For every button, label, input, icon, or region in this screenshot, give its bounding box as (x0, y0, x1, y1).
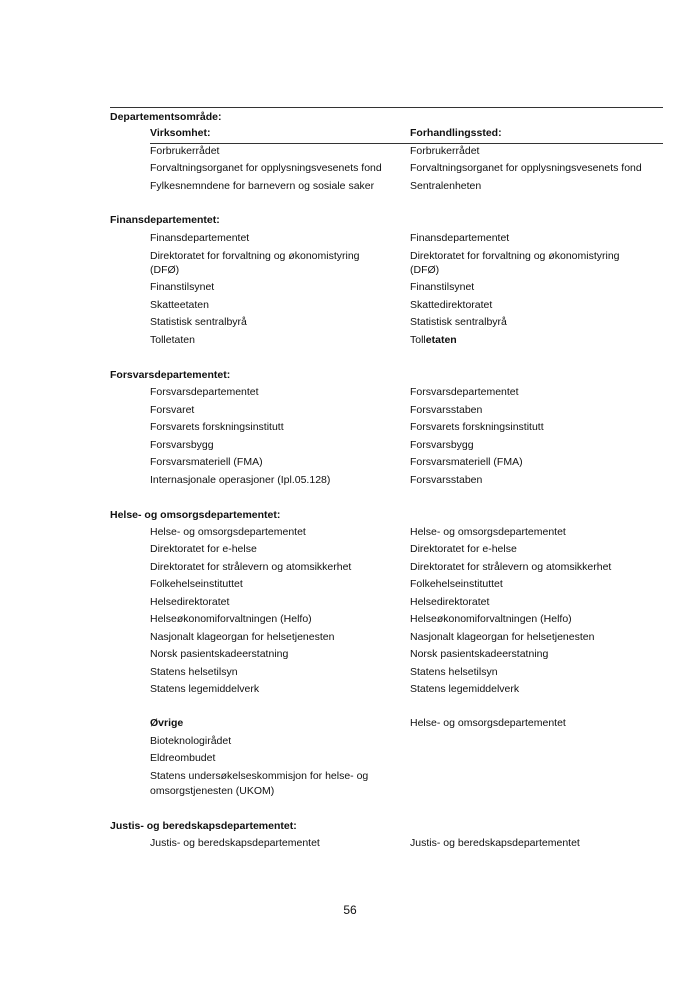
section-title-justis: Justis- og beredskapsdepartementet: (110, 820, 297, 832)
row-virksomhet: Statens undersøkelseskommisjon for helse- og (150, 770, 369, 782)
column-header-virksomhet: Virksomhet: (150, 127, 211, 139)
row-forhandlingssted-bold-part: etaten (425, 334, 457, 346)
row-virksomhet: Direktoratet for e-helse (150, 543, 257, 555)
top-rule (110, 107, 663, 108)
row-virksomhet: Forsvaret (150, 404, 195, 416)
row-virksomhet: Helse- og omsorgsdepartementet (150, 526, 306, 538)
row-virksomhet: Forvaltningsorganet for opplysningsvesenets fond (150, 162, 382, 174)
header-title: Departementsområde: (110, 111, 222, 123)
row-forhandlingssted: Direktoratet for e-helse (410, 543, 517, 555)
row-forhandlingssted: Statens legemiddelverk (410, 683, 520, 695)
row-forhandlingssted: Forsvarsstaben (410, 474, 483, 486)
section-title-forsvar: Forsvarsdepartementet: (110, 369, 231, 381)
row-forhandlingssted: Helse- og omsorgsdepartementet (410, 717, 566, 729)
row-forhandlingssted: Nasjonalt klageorgan for helsetjenesten (410, 631, 595, 643)
row-virksomhet: Forsvarsdepartementet (150, 386, 259, 398)
row-forhandlingssted: Justis- og beredskapsdepartementet (410, 837, 580, 849)
row-virksomhet: Finansdepartementet (150, 232, 250, 244)
row-virksomhet: Eldreombudet (150, 752, 216, 764)
row-virksomhet: Nasjonalt klageorgan for helsetjenesten (150, 631, 335, 643)
row-forhandlingssted: Forsvarsbygg (410, 439, 474, 451)
row-forhandlingssted: Forsvarsmateriell (FMA) (410, 456, 523, 468)
row-virksomhet: Statistisk sentralbyrå (150, 316, 247, 328)
row-virksomhet: Statens helsetilsyn (150, 666, 238, 678)
row-forhandlingssted: Finansdepartementet (410, 232, 510, 244)
row-virksomhet: Helsedirektoratet (150, 596, 230, 608)
row-virksomhet: Tolletaten (150, 334, 195, 346)
row-forhandlingssted: Skattedirektoratet (410, 299, 493, 311)
row-virksomhet: Forsvarsmateriell (FMA) (150, 456, 263, 468)
row-forhandlingssted (410, 334, 457, 347)
subsection-title-ovrige: Øvrige (150, 717, 184, 729)
row-forhandlingssted: Sentralenheten (410, 180, 482, 192)
row-forhandlingssted: Forbrukerrådet (410, 145, 480, 157)
row-virksomhet: Direktoratet for forvaltning og økonomistyring (150, 250, 360, 262)
row-virksomhet: (DFØ) (150, 264, 180, 276)
row-virksomhet: Statens legemiddelverk (150, 683, 260, 695)
row-forhandlingssted: Statistisk sentralbyrå (410, 316, 507, 328)
row-forhandlingssted: Helsedirektoratet (410, 596, 490, 608)
row-forhandlingssted: Direktoratet for forvaltning og økonomistyring (410, 250, 620, 262)
row-virksomhet: Forsvarets forskningsinstitutt (150, 421, 284, 433)
row-forhandlingssted: Forsvarets forskningsinstitutt (410, 421, 544, 433)
row-forhandlingssted: Finanstilsynet (410, 281, 475, 293)
row-forhandlingssted: Norsk pasientskadeerstatning (410, 648, 549, 660)
row-virksomhet: omsorgstjenesten (UKOM) (150, 785, 275, 797)
row-virksomhet: Helseøkonomiforvaltningen (Helfo) (150, 613, 312, 625)
row-forhandlingssted: Forvaltningsorganet for opplysningsvesenets fond (410, 162, 642, 174)
row-virksomhet: Finanstilsynet (150, 281, 215, 293)
row-virksomhet: Internasjonale operasjoner (Ipl.05.128) (150, 474, 331, 486)
row-virksomhet: Skatteetaten (150, 299, 209, 311)
row-virksomhet: Bioteknologirådet (150, 735, 232, 747)
row-virksomhet: Forsvarsbygg (150, 439, 214, 451)
section-title-helse: Helse- og omsorgsdepartementet: (110, 509, 281, 521)
row-virksomhet: Direktoratet for strålevern og atomsikkerhet (150, 561, 352, 573)
row-forhandlingssted: Forsvarsstaben (410, 404, 483, 416)
header-rule (150, 143, 663, 144)
row-forhandlingssted: Direktoratet for strålevern og atomsikkerhet (410, 561, 612, 573)
page-number: 56 (343, 903, 357, 917)
section-title-finans: Finansdepartementet: (110, 214, 220, 226)
row-virksomhet: Justis- og beredskapsdepartementet (150, 837, 320, 849)
row-forhandlingssted: (DFØ) (410, 264, 440, 276)
row-forhandlingssted: Folkehelseinstituttet (410, 578, 503, 590)
row-forhandlingssted: Helseøkonomiforvaltningen (Helfo) (410, 613, 572, 625)
row-virksomhet: Fylkesnemndene for barnevern og sosiale saker (150, 180, 375, 192)
row-forhandlingssted: Forsvarsdepartementet (410, 386, 519, 398)
row-virksomhet: Norsk pasientskadeerstatning (150, 648, 289, 660)
row-virksomhet: Forbrukerrådet (150, 145, 220, 157)
row-forhandlingssted: Helse- og omsorgsdepartementet (410, 526, 566, 538)
column-header-forhandlingssted: Forhandlingssted: (410, 127, 502, 139)
row-virksomhet: Folkehelseinstituttet (150, 578, 243, 590)
row-forhandlingssted-part: Toll (410, 334, 426, 346)
row-forhandlingssted: Statens helsetilsyn (410, 666, 498, 678)
